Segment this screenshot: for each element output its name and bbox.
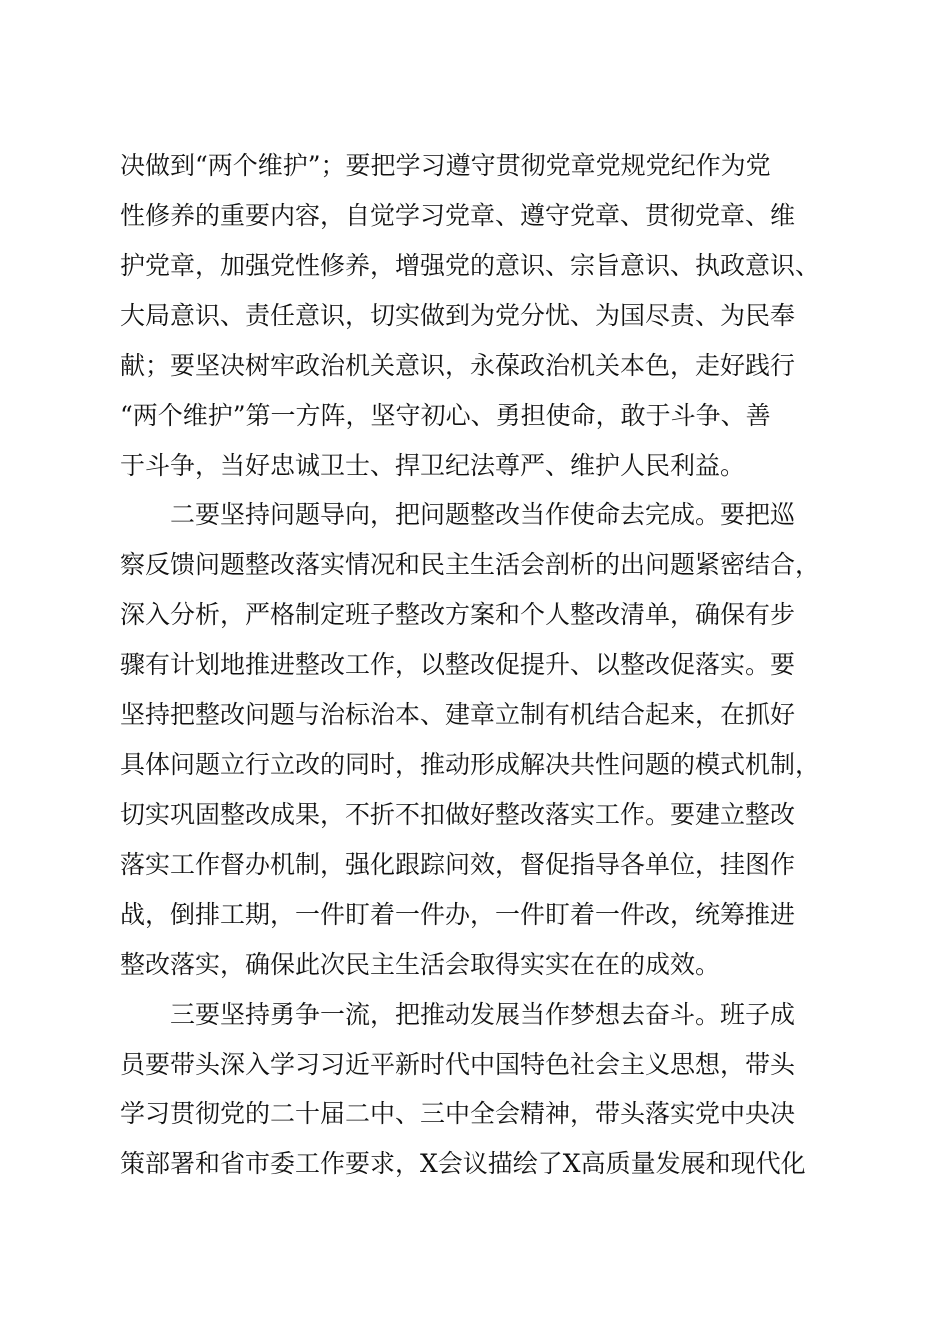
text-line: 献；要坚决树牢政治机关意识，永葆政治机关本色，走好践行 [120,351,796,380]
text-line: 护党章，加强党性修养，增强党的意识、宗旨意识、执政意识、 [120,251,821,280]
text-line: 深入分析，严格制定班子整改方案和个人整改清单，确保有步 [120,600,796,629]
text-line: 具体问题立行立改的同时，推动形成解决共性问题的模式机制， [120,750,821,779]
text-line: 员要带头深入学习习近平新时代中国特色社会主义思想，带头 [120,1050,796,1079]
text-line: 决做到“两个维护”；要把学习遵守贯彻党章党规党纪作为党 [120,151,771,180]
text-line: 坚持把整改问题与治标治本、建章立制有机结合起来，在抓好 [120,700,796,729]
text-line: 落实工作督办机制，强化跟踪问效，督促指导各单位，挂图作 [120,850,796,879]
text-line: 切实巩固整改成果，不折不扣做好整改落实工作。要建立整改 [120,800,796,829]
text-line: 性修养的重要内容，自觉学习党章、遵守党章、贯彻党章、维 [120,201,796,230]
text-line: 大局意识、责任意识，切实做到为党分忧、为国尽责、为民奉 [120,301,796,330]
text-line: “两个维护”第一方阵，坚守初心、勇担使命，敢于斗争、善 [120,401,771,430]
paragraph-start-line: 二要坚持问题导向，把问题整改当作使命去完成。要把巡 [170,500,796,529]
text-line: 骤有计划地推进整改工作，以整改促提升、以整改促落实。要 [120,650,796,679]
text-line: 学习贯彻党的二十届二中、三中全会精神，带头落实党中央决 [120,1099,796,1128]
text-line: 察反馈问题整改落实情况和民主生活会剖析的出问题紧密结合， [120,550,821,579]
paragraph-start-line: 三要坚持勇争一流，把推动发展当作梦想去奋斗。班子成 [170,1000,796,1029]
text-line: 策部署和省市委工作要求，X会议描绘了X高质量发展和现代化 [120,1149,806,1178]
text-line: 整改落实，确保此次民主生活会取得实实在在的成效。 [120,950,721,979]
text-line: 于斗争，当好忠诚卫士、捍卫纪法尊严、维护人民利益。 [120,451,746,480]
text-line: 战，倒排工期，一件盯着一件办，一件盯着一件改，统筹推进 [120,900,796,929]
